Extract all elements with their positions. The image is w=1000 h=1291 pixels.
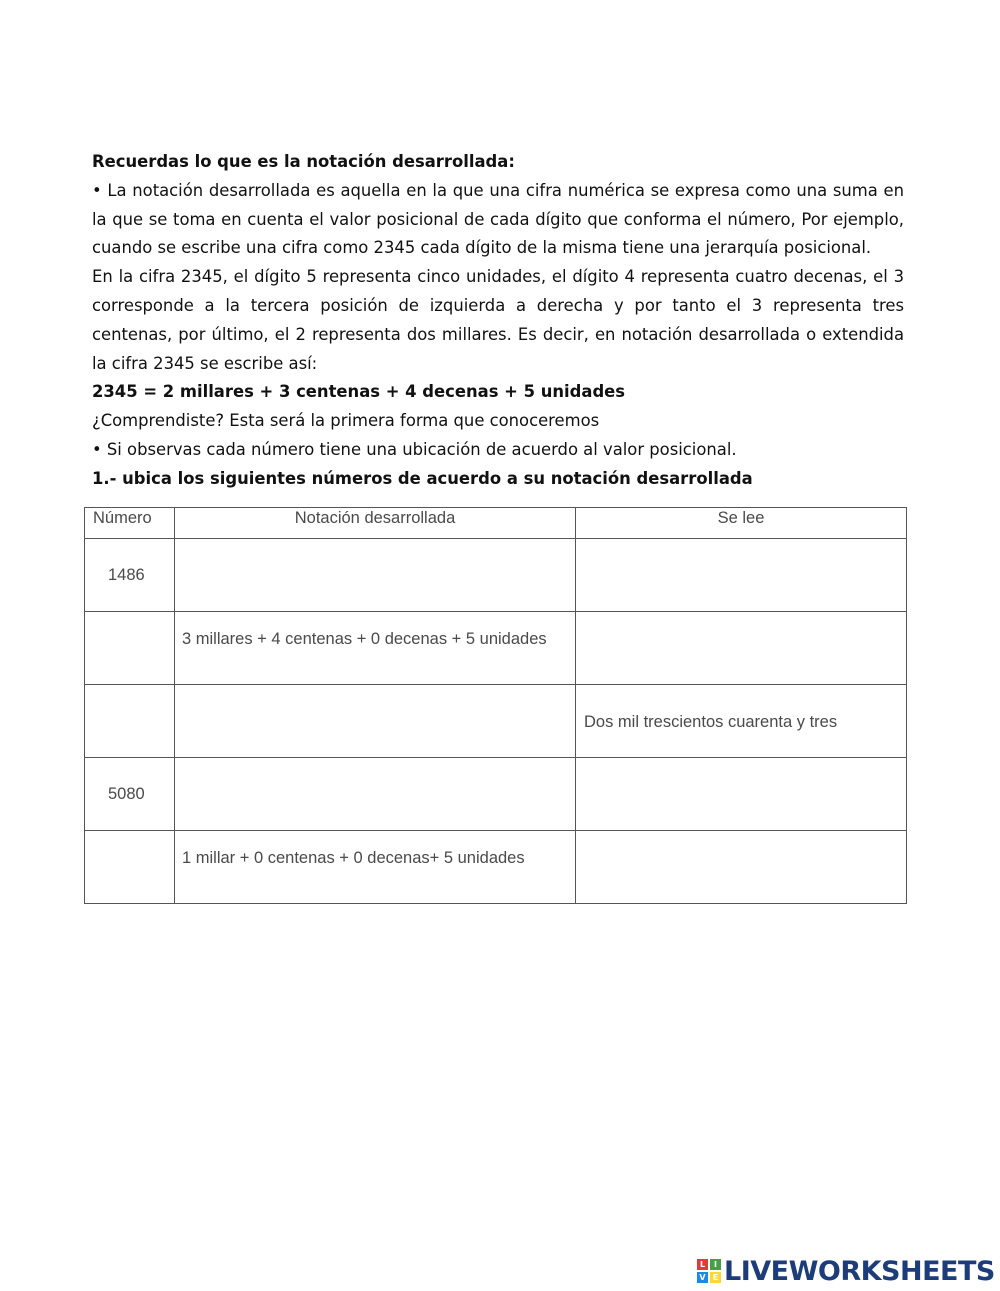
logo-text: LIVEWORKSHEETS [724, 1255, 995, 1287]
table-row [85, 539, 907, 612]
cell-notacion[interactable] [175, 685, 576, 758]
paragraph-definition: • La notación desarrollada es aquella en la que una cifra numérica se expresa como una suma en la que se toma en cuenta el valor posicional de cada dígito que conforma el número, Por ejemplo, cuando se escribe una cifra como 2345 cada dígito de la misma tiene una jerarquía posicional. [92, 180, 904, 258]
cell-notacion[interactable] [175, 831, 576, 904]
cell-numero[interactable] [85, 831, 175, 904]
table-row [85, 758, 907, 831]
se-lee-value: Dos mil trescientos cuarenta y tres [584, 713, 838, 731]
notacion-value [175, 539, 575, 556]
cell-se-lee[interactable] [576, 539, 907, 612]
table-row [85, 685, 907, 758]
cell-numero[interactable] [85, 758, 175, 831]
liveworksheets-logo [697, 1256, 995, 1286]
se-lee-value [576, 539, 906, 566]
numero-value: 1486 [108, 566, 145, 584]
table-header-row [85, 508, 907, 539]
header-numero: Número [85, 508, 175, 539]
cell-notacion[interactable] [175, 758, 576, 831]
numero-value [85, 685, 174, 712]
exercise-instruction: 1.- ubica los siguientes números de acuerdo a su notación desarrollada [92, 468, 753, 488]
cell-numero[interactable] [85, 685, 175, 758]
se-lee-value [576, 831, 906, 858]
table-row [85, 831, 907, 904]
numero-value: 5080 [108, 785, 145, 803]
cell-numero[interactable] [85, 612, 175, 685]
example-expansion: 2345 = 2 millares + 3 centenas + 4 decenas + 5 unidades [92, 382, 626, 402]
notacion-value [175, 758, 575, 775]
se-lee-value [576, 758, 906, 785]
cell-notacion[interactable] [175, 539, 576, 612]
exercise-table [84, 507, 907, 904]
notacion-value: 1 millar + 0 centenas + 0 decenas+ 5 unidades [182, 849, 525, 867]
header-se-lee: Se lee [576, 508, 907, 539]
header-notacion: Notación desarrollada [175, 508, 576, 539]
paragraph-example-explanation: En la cifra 2345, el dígito 5 representa cinco unidades, el dígito 4 representa cuatro decenas, el 3 corresponde a la tercera posición de izquierda a derecha y por tanto el 3 representa tres centenas, por último, el 2 representa dos millares. Es decir, en notación desarrollada o extendida la cifra 2345 se escribe así: [92, 267, 904, 373]
logo-block-i: I [710, 1259, 721, 1270]
comprehension-question: ¿Comprendiste? Esta será la primera forma que conoceremos [92, 411, 600, 431]
cell-se-lee[interactable] [576, 831, 907, 904]
notacion-value [175, 685, 575, 702]
cell-notacion[interactable] [175, 612, 576, 685]
numero-value [85, 612, 174, 639]
cell-se-lee[interactable] [576, 685, 907, 758]
table-row [85, 612, 907, 685]
logo-block-v: V [697, 1272, 708, 1283]
bullet-positional: • Si observas cada número tiene una ubicación de acuerdo al valor posicional. [92, 439, 737, 459]
section-heading: Recuerdas lo que es la notación desarrollada: [92, 152, 515, 171]
cell-numero[interactable] [85, 539, 175, 612]
notacion-value: 3 millares + 4 centenas + 0 decenas + 5 unidades [182, 630, 547, 648]
logo-blocks-icon [697, 1259, 721, 1283]
worksheet-text [92, 148, 904, 494]
se-lee-value [576, 612, 906, 639]
logo-block-l: L [697, 1259, 708, 1270]
cell-se-lee[interactable] [576, 612, 907, 685]
logo-block-e: E [710, 1272, 721, 1283]
numero-value [85, 831, 174, 858]
cell-se-lee[interactable] [576, 758, 907, 831]
